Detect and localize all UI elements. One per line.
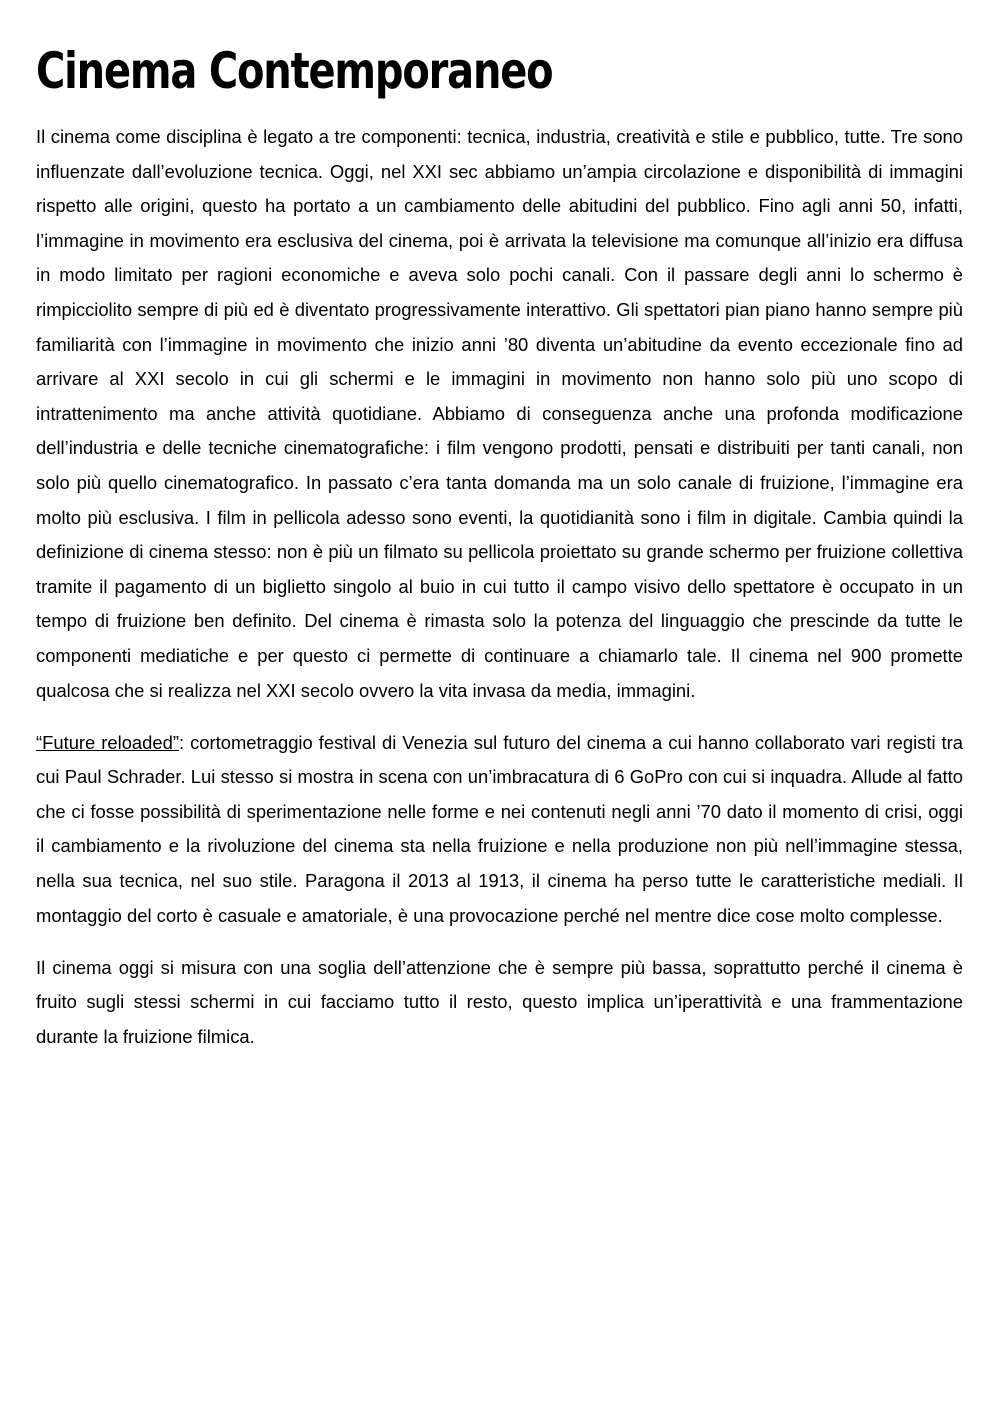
paragraph-intro: Il cinema come disciplina è legato a tre componenti: tecnica, industria, creatività e stile e pubblico, tutte. Tre sono influenzate dall’evoluzione tecnica. Oggi, nel XXI sec abbiamo un’ampia circolazione e disponibilità di immagini rispetto alle origini, questo ha portato a un cambiamento delle abitudini del pubblico. Fino agli anni 50, infatti, l’immagine in movimento era esclusiva del cinema, poi è arrivata la televisione ma comunque all’inizio era diffusa in modo limitato per ragioni economiche e aveva solo pochi canali. Con il passare degli anni lo schermo è rimpicciolito sempre di più ed è diventato progressivamente interattivo. Gli spettatori pian piano hanno sempre più familiarità con l’immagine in movimento che inizio anni ’80 diventa un’abitudine da evento eccezionale fino ad arrivare al XXI secolo in cui gli schermi e le immagini in movimento non hanno solo più uno scopo di intrattenimento ma anche attività quotidiane. Abbiamo di conseguenza anche una profonda modificazione dell’industria e delle tecniche cinematografiche: i film vengono prodotti, pensati e distribuiti per tanti canali, non solo più quello cinematografico. In passato c’era tanta domanda ma un solo canale di fruizione, l’immagine era molto più esclusiva. I film in pellicola adesso sono eventi, la quotidianità sono i film in digitale. Cambia quindi la definizione di cinema stesso: non è più un filmato su pellicola proiettato su grande schermo per fruizione collettiva tramite il pagamento di un biglietto singolo al buio in cui tutto il campo visivo dello spettatore è occupato in un tempo di fruizione ben definito. Del cinema è rimasta solo la potenza del linguaggio che prescinde da tutte le componenti mediatiche e per questo ci permette di continuare a chiamarlo tale. Il cinema nel 900 promette qualcosa che si realizza nel XXI secolo ovvero la vita invasa da media, immagini. bbox=[36, 126, 963, 701]
paragraph-future-reloaded-text: : cortometraggio festival di Venezia sul futuro del cinema a cui hanno collaborato vari registi tra cui Paul Schrader. Lui stesso si mostra in scena con un’imbracatura di 6 GoPro con cui si inquadra. Allude al fatto che ci fosse possibilità di sperimentazione nelle forme e nei contenuti negli anni ’70 dato il momento di crisi, oggi il cambiamento e la rivoluzione del cinema sta nella fruizione e nella produzione non più nell’immagine stessa, nella sua tecnica, nel suo stile. Paragona il 2013 al 1913, il cinema ha perso tutte le caratteristiche mediali. Il montaggio del corto è casuale e amatoriale, è una provocazione perché nel mentre dice cose molto complesse. bbox=[36, 731, 963, 926]
paragraph-attention: Il cinema oggi si misura con una soglia dell’attenzione che è sempre più bassa, soprattutto perché il cinema è fruito sugli stessi schermi in cui facciamo tutto il resto, questo implica un’iperattività e una frammentazione durante la fruizione filmica. bbox=[36, 956, 963, 1047]
document-page bbox=[36, 40, 963, 1072]
future-reloaded-link[interactable]: “Future reloaded” bbox=[36, 731, 179, 753]
page-title: Cinema Contemporaneo bbox=[36, 42, 553, 100]
paragraph-future-reloaded bbox=[36, 726, 963, 934]
